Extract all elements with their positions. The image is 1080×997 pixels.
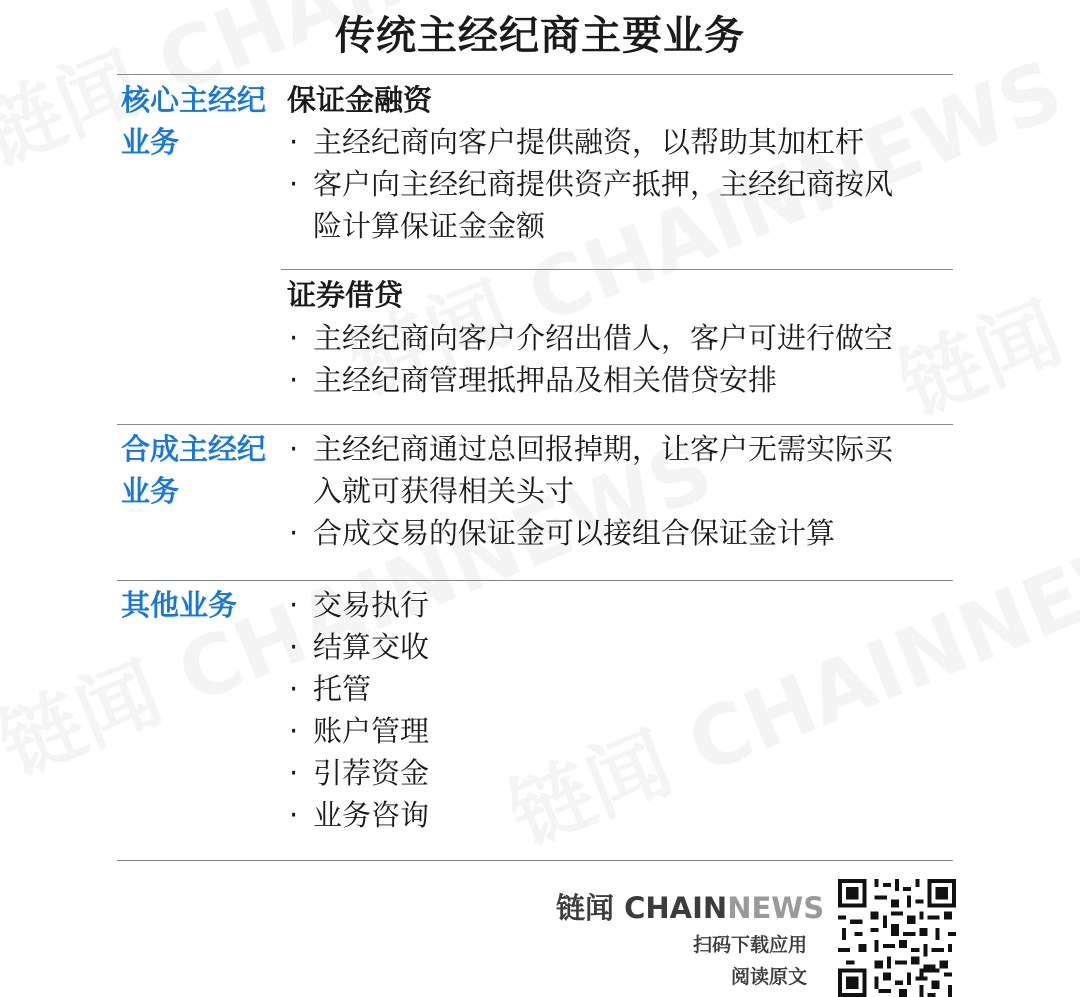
qr-code-icon[interactable] <box>838 879 956 997</box>
divider <box>117 860 953 861</box>
list-item: · 合成交易的保证金可以接组合保证金计算 <box>289 516 836 550</box>
list-item: · 主经纪商向客户提供融资，以帮助其加杠杆 <box>289 125 865 159</box>
list-item: · 业务咨询 <box>289 798 430 832</box>
list-item: · 引荐资金 <box>289 756 430 790</box>
group-heading-margin: 保证金融资 <box>287 83 433 117</box>
divider <box>117 424 953 425</box>
bullet-list <box>287 584 947 836</box>
group-heading-lending: 证券借贷 <box>287 278 404 312</box>
bullet-list <box>287 317 947 401</box>
list-item: · 账户管理 <box>289 714 430 748</box>
list-item: · 主经纪商通过总回报掉期，让客户无需实际买 入就可获得相关头寸 <box>289 432 894 508</box>
category-other: 其他业务 <box>121 588 238 622</box>
bullet-list <box>287 428 947 554</box>
list-item: · 主经纪商向客户介绍出借人，客户可进行做空 <box>289 321 894 355</box>
footer-read-text: 阅读原文 <box>730 966 807 988</box>
divider <box>117 74 953 75</box>
bullet-list <box>287 121 947 247</box>
category-core: 核心主经纪 业务 <box>121 83 267 159</box>
list-item: · 交易执行 <box>289 588 430 622</box>
list-item: · 客户向主经纪商提供资产抵押，主经纪商按风 险计算保证金金额 <box>289 167 894 243</box>
list-item: · 结算交收 <box>289 630 430 664</box>
category-synthetic: 合成主经纪 业务 <box>121 432 267 508</box>
list-item: · 主经纪商管理抵押品及相关借贷安排 <box>289 363 778 397</box>
divider <box>117 580 953 581</box>
page-title: 传统主经纪商主要业务 <box>335 13 745 59</box>
list-item: · 托管 <box>289 672 372 706</box>
brand-logo: 链闻 CHAINNEWS <box>556 891 825 925</box>
divider <box>281 269 953 270</box>
footer-download-text: 扫码下载应用 <box>692 934 807 956</box>
